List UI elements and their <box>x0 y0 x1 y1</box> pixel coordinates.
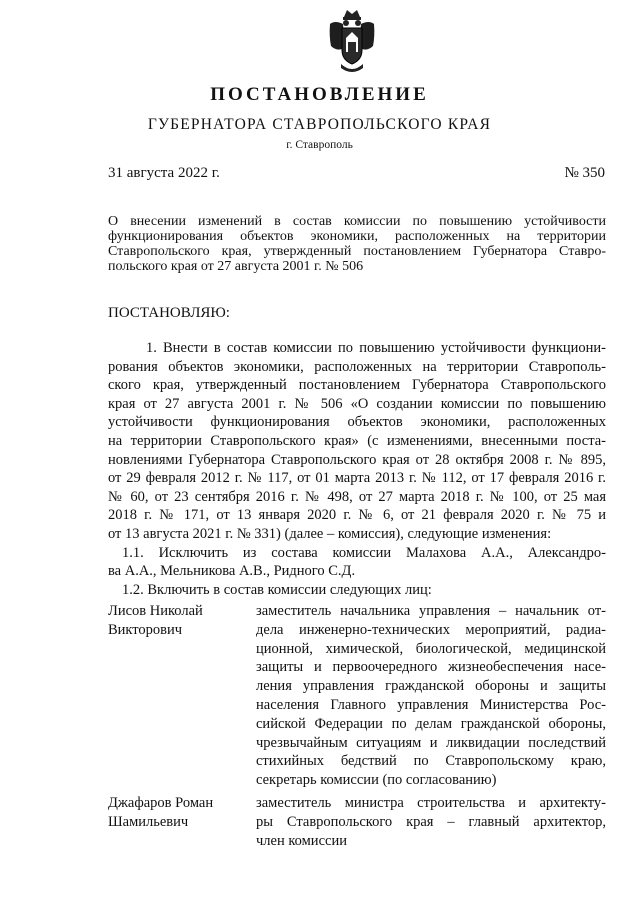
body-line: края от 27 августа 2001 г. № 506 «О создании комиссии по повышению <box>108 395 606 412</box>
member-role-line: заместитель начальника управления – начальник от- <box>256 603 606 619</box>
city-label: г. Ставрополь <box>286 139 353 151</box>
document-subject <box>108 214 606 274</box>
member-role-line: чрезвычайным ситуациям и ликвидации последствий <box>256 734 606 751</box>
member-role <box>256 794 606 850</box>
subject-line: Ставропольского края, утвержденный постановлением Губернатора Ставро- <box>108 244 606 259</box>
body-line: устойчивости функционирования объектов экономики, расположенных <box>108 414 606 431</box>
member-role-line: дела инженерно-технических мероприятий, радиа- <box>256 621 606 638</box>
body-line: ского края, утвержденный постановлением Губернатора Ставропольского <box>108 377 606 394</box>
body-line: рования объектов экономики, расположенных на территории Ставрополь- <box>108 358 606 375</box>
subject-line: О внесении изменений в состав комиссии по повышению устойчивости <box>108 214 606 229</box>
document-number: № 350 <box>564 165 605 181</box>
member-name <box>108 794 248 832</box>
body-line: № 60, от 23 сентября 2016 г. № 498, от 27 марта 2018 г. № 100, от 25 мая <box>108 488 606 505</box>
body-line: от 29 февраля 2012 г. № 117, от 01 марта 2013 г. № 112, от 17 февраля 2016 г. <box>108 470 606 487</box>
member-role-line: сийской Федерации по делам гражданской обороны, <box>256 715 606 732</box>
member-role-line: заместитель министра строительства и архитекту- <box>256 795 606 811</box>
member-role <box>256 602 606 790</box>
document-date: 31 августа 2022 г. <box>108 165 220 181</box>
member-role-line: секретарь комиссии (по согласованию) <box>256 772 497 789</box>
member-role-line: населения Главного управления Министерства Рос- <box>256 696 606 713</box>
member-role-line: ционной, химической, биологической, медицинской <box>256 640 606 657</box>
body-line: 1.1. Исключить из состава комиссии Малахова А.А., Александро- <box>122 544 606 561</box>
document-type-title: ПОСТАНОВЛЕНИЕ <box>210 84 429 105</box>
subject-line: функционирования объектов экономики, расположенных на территории <box>108 229 606 244</box>
member-role-line: ры Ставропольского края – главный архитектор, <box>256 813 606 830</box>
coat-of-arms-emblem <box>327 8 377 74</box>
member-name-line: Лисов Николай <box>108 603 203 619</box>
member-role-line: член комиссии <box>256 832 347 849</box>
body-line: новлениями Губернатора Ставропольского края от 28 октября 2008 г. № 895, <box>108 451 606 468</box>
subject-line: польского края от 27 августа 2001 г. № 506 <box>108 259 364 274</box>
member-role-line: защиты и первоочередного жизнеобеспечения насе- <box>256 659 606 676</box>
member-name-line: Шамильевич <box>108 813 189 830</box>
issuer-title: ГУБЕРНАТОРА СТАВРОПОЛЬСКОГО КРАЯ <box>147 116 492 133</box>
member-role-line: стихийных бедствий по Ставропольскому краю, <box>256 753 606 770</box>
body-line: ва А.А., Мельникова А.В., Ридного С.Д. <box>108 563 356 580</box>
body-line: от 13 августа 2021 г. № 331) (далее – комиссия), следующие изменения: <box>108 525 552 542</box>
body-line: 1. Внести в состав комиссии по повышению устойчивости функциони- <box>146 340 606 356</box>
body-line: 2018 г. № 171, от 13 января 2020 г. № 6, от 21 февраля 2020 г. № 75 и <box>108 507 606 524</box>
body-line: на территории Ставропольского края» (с изменениями, внесенными поста- <box>108 432 606 449</box>
member-name-line: Викторович <box>108 621 183 638</box>
decree-word: ПОСТАНОВЛЯЮ: <box>108 305 230 321</box>
member-name <box>108 602 248 640</box>
member-name-line: Джафаров Роман <box>108 795 214 811</box>
decree-body <box>108 339 606 599</box>
member-role-line: ления управления гражданской обороны и защиты <box>256 678 606 695</box>
body-line: 1.2. Включить в состав комиссии следующих лиц: <box>122 581 432 598</box>
